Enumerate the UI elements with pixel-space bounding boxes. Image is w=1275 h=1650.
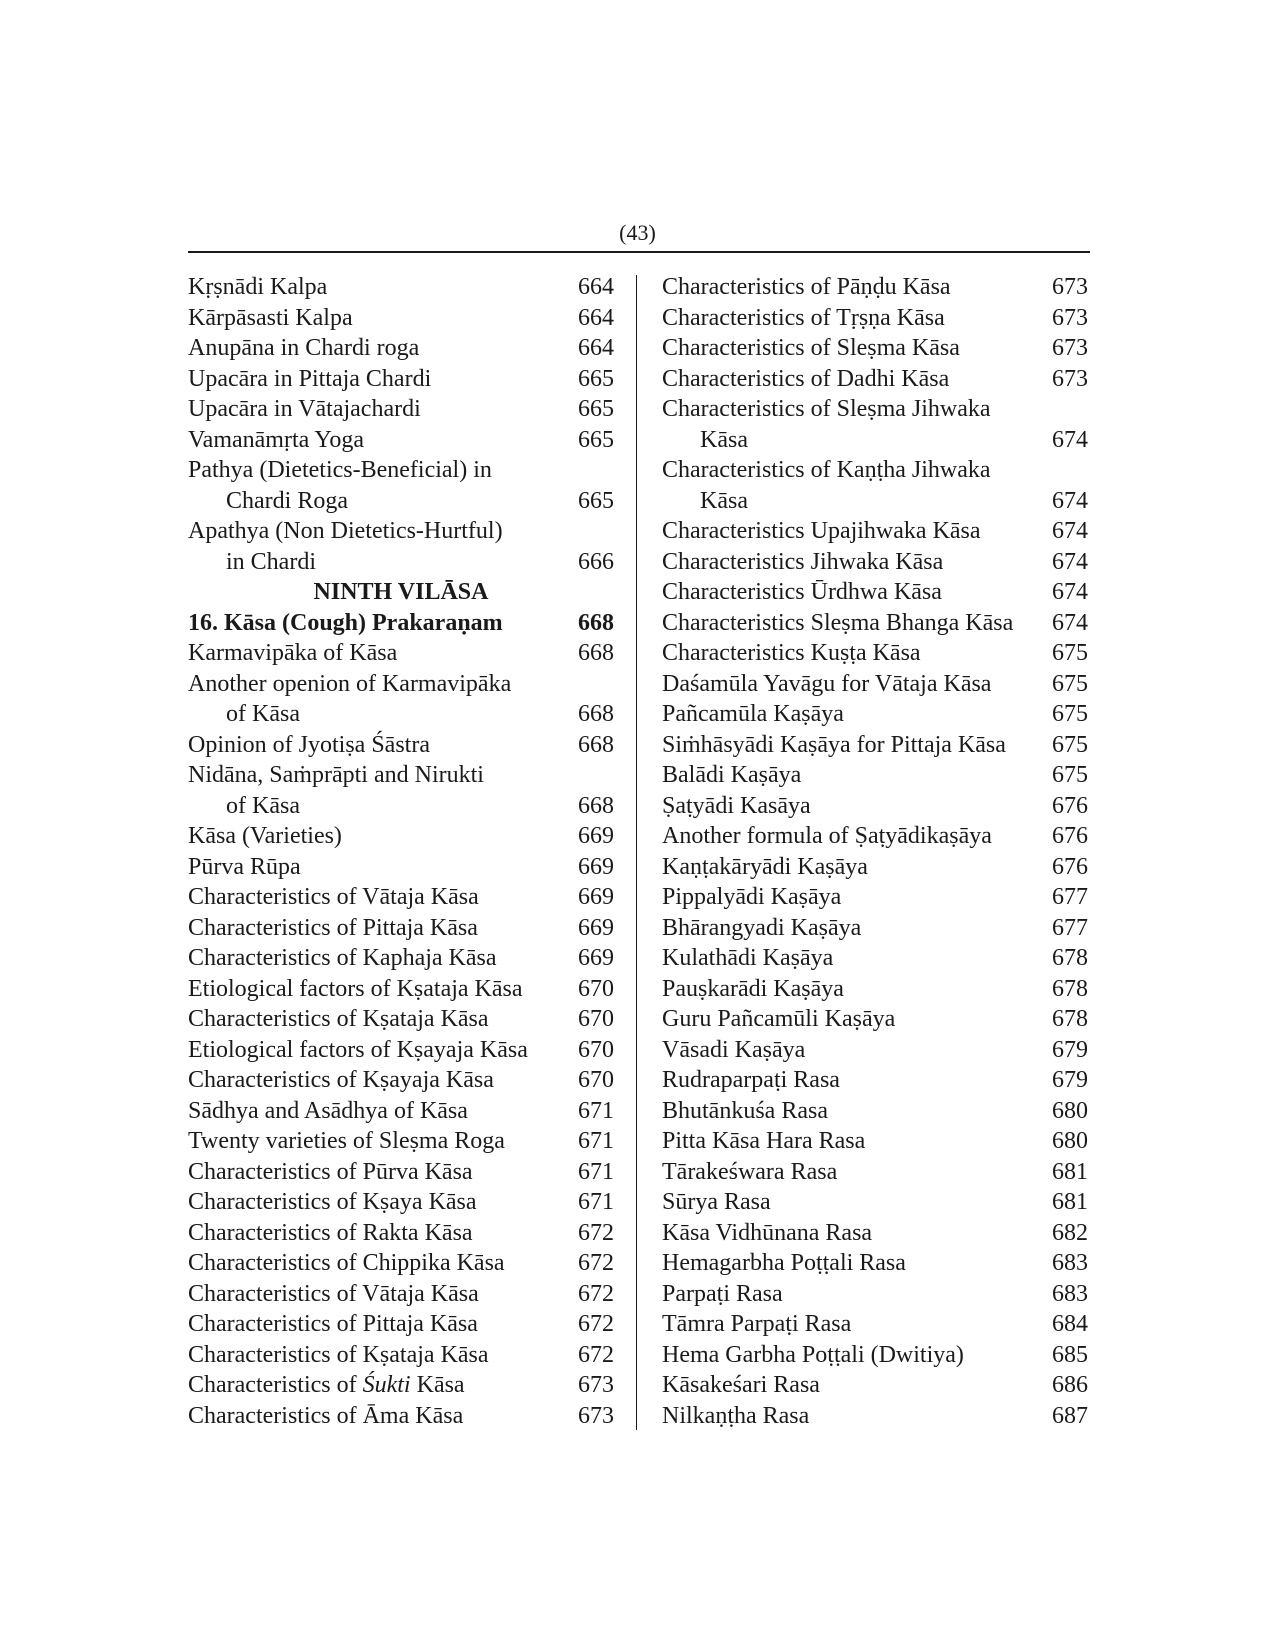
toc-entry-page-number: 676	[1052, 792, 1088, 819]
toc-entry	[188, 547, 614, 578]
toc-entry-page-number: 669	[578, 945, 614, 971]
toc-entry	[188, 1065, 614, 1096]
toc-entry-page-number: 673	[1052, 365, 1088, 392]
toc-entry	[662, 974, 1088, 1005]
toc-entry	[662, 1309, 1088, 1340]
toc-entry	[662, 455, 1088, 486]
toc-entry-page-number: 668	[578, 640, 614, 666]
toc-entry	[662, 882, 1088, 913]
toc-entry	[662, 1096, 1088, 1127]
toc-entry	[188, 1096, 614, 1127]
toc-entry-title: Characteristics of Kaphaja Kāsa	[188, 945, 497, 971]
toc-entry	[662, 1218, 1088, 1249]
toc-entry	[188, 1309, 614, 1340]
toc-entry	[188, 913, 614, 944]
toc-entry	[662, 1065, 1088, 1096]
toc-entry-page-number: 673	[578, 1372, 614, 1398]
toc-entry-title: Characteristics of Pāṇḍu Kāsa	[662, 274, 951, 300]
toc-entry	[662, 1248, 1088, 1279]
toc-entry	[662, 303, 1088, 334]
toc-entry	[188, 943, 614, 974]
toc-entry-page-number: 677	[1052, 884, 1088, 910]
toc-entry	[662, 1126, 1088, 1157]
toc-entry-title: Chardi Roga	[226, 487, 348, 514]
toc-entry-page-number: 676	[1052, 823, 1088, 849]
toc-entry-title: Rudraparpaṭi Rasa	[662, 1067, 840, 1093]
toc-entry-page-number: 666	[578, 548, 614, 575]
toc-entry-title: Characteristics of Kṣataja Kāsa	[188, 1006, 489, 1032]
toc-entry-title: Apathya (Non Dietetics-Hurtful)	[188, 518, 503, 544]
toc-entry-title: Daśamūla Yavāgu for Vātaja Kāsa	[662, 670, 992, 697]
toc-entry-page-number: 685	[1052, 1341, 1088, 1368]
toc-entry-title: Kāsakeśari Rasa	[662, 1372, 820, 1398]
toc-entry	[188, 303, 614, 334]
toc-entry-title: Characteristics of Kṣayaja Kāsa	[188, 1067, 494, 1093]
toc-entry	[662, 547, 1088, 578]
toc-entry-page-number: 672	[578, 1250, 614, 1276]
toc-entry	[188, 882, 614, 913]
toc-entry-title: Characteristics of Vātaja Kāsa	[188, 1280, 479, 1307]
toc-entry-page-number: 674	[1052, 609, 1088, 636]
toc-entry-page-number: 674	[1052, 487, 1088, 514]
toc-entry-title-prefix: Characteristics of	[188, 1372, 363, 1398]
toc-entry	[188, 852, 614, 883]
toc-entry	[188, 1279, 614, 1310]
toc-entry-title: Characteristics Jihwaka Kāsa	[662, 548, 944, 575]
toc-entry	[188, 1187, 614, 1218]
toc-entry-title: Kāsa	[700, 487, 748, 514]
toc-entry-page-number: 684	[1052, 1311, 1088, 1337]
toc-entry-title: Kṛṣnādi Kalpa	[188, 274, 328, 300]
toc-entry	[662, 425, 1088, 456]
toc-entry	[662, 394, 1088, 425]
toc-entry-page-number: 664	[578, 304, 614, 331]
toc-entry-title: of Kāsa	[226, 701, 300, 727]
toc-entry-page-number: 680	[1052, 1128, 1088, 1154]
toc-entry-title: Hema Garbha Poṭṭali (Dwitiya)	[662, 1341, 964, 1368]
toc-entry-title: Characteristics Upajihwaka Kāsa	[662, 518, 981, 544]
toc-entry-title: Characteristics Ūrdhwa Kāsa	[662, 579, 942, 605]
toc-entry-title: Pathya (Dietetics-Beneficial) in	[188, 457, 492, 483]
toc-entry	[188, 669, 614, 700]
toc-entry-title: Tārakeśwara Rasa	[662, 1158, 838, 1185]
toc-entry	[188, 1035, 614, 1066]
toc-entry	[662, 821, 1088, 852]
toc-entry-title: Opinion of Jyotiṣa Śāstra	[188, 731, 430, 758]
toc-entry	[188, 1126, 614, 1157]
toc-entry-title: Characteristics of Dadhi Kāsa	[662, 365, 950, 392]
toc-entry-page-number: 673	[1052, 274, 1088, 300]
header-rule	[188, 251, 1090, 253]
toc-entry-title: Pippalyādi Kaṣāya	[662, 884, 842, 910]
toc-entry-title: Characteristics Kuṣṭa Kāsa	[662, 640, 921, 666]
toc-entry	[188, 333, 614, 364]
toc-entry	[662, 1279, 1088, 1310]
toc-entry-page-number: 673	[1052, 304, 1088, 331]
toc-entry	[662, 1370, 1088, 1401]
toc-entry-page-number: 669	[578, 853, 614, 880]
toc-entry-title	[188, 1370, 574, 1401]
column-divider	[636, 275, 637, 1430]
toc-entry-title: Characteristics of Chippika Kāsa	[188, 1250, 505, 1276]
toc-entry-title: Anupāna in Chardi roga	[188, 335, 420, 361]
toc-entry-page-number: 672	[578, 1219, 614, 1246]
toc-entry-page-number: 681	[1052, 1189, 1088, 1215]
toc-entry	[662, 1004, 1088, 1035]
toc-entry-page-number: 668	[578, 701, 614, 727]
toc-entry-page-number: 669	[578, 914, 614, 941]
toc-entry-title: Upacāra in Vātajachardi	[188, 396, 421, 422]
toc-entry-title: Characteristics of Rakta Kāsa	[188, 1219, 473, 1246]
toc-entry-page-number: 671	[578, 1189, 614, 1215]
toc-entry	[662, 333, 1088, 364]
toc-entry-title: Characteristics of Kṣaya Kāsa	[188, 1189, 477, 1215]
toc-entry	[662, 1157, 1088, 1188]
toc-entry	[662, 669, 1088, 700]
toc-entry	[662, 760, 1088, 791]
toc-entry	[188, 1401, 614, 1432]
toc-entry-title: in Chardi	[226, 548, 316, 575]
toc-entry-title: Characteristics of Tṛṣṇa Kāsa	[662, 304, 945, 331]
toc-entry	[188, 821, 614, 852]
toc-entry	[188, 638, 614, 669]
toc-entry-page-number: 672	[578, 1311, 614, 1337]
toc-entry-title: Characteristics of Pittaja Kāsa	[188, 914, 478, 941]
toc-entry-title: Characteristics of Sleṣma Jihwaka	[662, 396, 991, 422]
toc-entry-page-number: 678	[1052, 975, 1088, 1002]
toc-entry-title: Upacāra in Pittaja Chardi	[188, 365, 432, 392]
toc-entry-page-number: 676	[1052, 853, 1088, 880]
toc-entry	[188, 1248, 614, 1279]
toc-entry-title: Vamanāmṛta Yoga	[188, 426, 364, 453]
toc-entry	[188, 425, 614, 456]
toc-entry-page-number: 668	[578, 609, 614, 636]
toc-entry-title: Kaṇṭakāryādi Kaṣāya	[662, 853, 868, 880]
toc-entry	[662, 608, 1088, 639]
toc-entry	[662, 272, 1088, 303]
toc-entry-title: Pauṣkarādi Kaṣāya	[662, 975, 844, 1002]
toc-entry-title: Pañcamūla Kaṣāya	[662, 701, 844, 727]
toc-entry	[188, 455, 614, 486]
toc-entry-page-number: 665	[578, 396, 614, 422]
toc-entry-title: Siṁhāsyādi Kaṣāya for Pittaja Kāsa	[662, 731, 1006, 758]
toc-left-column	[188, 272, 614, 1431]
toc-entry-title: Kārpāsasti Kalpa	[188, 304, 353, 331]
toc-entry-page-number: 673	[1052, 335, 1088, 361]
toc-entry-title: Kāsa (Varieties)	[188, 823, 342, 849]
section-heading-title: NINTH VILĀSA	[313, 579, 489, 605]
toc-entry-title: Characteristics of Āma Kāsa	[188, 1402, 464, 1429]
toc-entry-page-number: 671	[578, 1158, 614, 1185]
toc-entry-title-italic: Śukti	[362, 1372, 411, 1398]
toc-entry	[662, 638, 1088, 669]
toc-entry-title: Kulathādi Kaṣāya	[662, 945, 834, 971]
toc-entry-title: Etiological factors of Kṣayaja Kāsa	[188, 1036, 528, 1063]
toc-entry-page-number: 665	[578, 365, 614, 392]
toc-entry	[662, 1035, 1088, 1066]
toc-entry-title: of Kāsa	[226, 792, 300, 819]
toc-entry	[662, 364, 1088, 395]
toc-entry-title: Characteristics of Kaṇṭha Jihwaka	[662, 457, 991, 483]
toc-entry-page-number: 674	[1052, 579, 1088, 605]
toc-entry	[188, 608, 614, 639]
toc-entry	[188, 1340, 614, 1371]
toc-entry	[188, 730, 614, 761]
toc-entry-page-number: 675	[1052, 701, 1088, 727]
toc-entry	[188, 791, 614, 822]
toc-entry-page-number: 674	[1052, 426, 1088, 453]
toc-entry	[662, 516, 1088, 547]
toc-entry-title: Kāsa	[700, 426, 748, 453]
toc-entry-title: Balādi Kaṣāya	[662, 762, 802, 788]
toc-entry-page-number: 665	[578, 426, 614, 453]
toc-right-column	[662, 272, 1088, 1431]
toc-entry	[188, 364, 614, 395]
toc-entry-page-number: 683	[1052, 1280, 1088, 1307]
toc-entry	[188, 394, 614, 425]
toc-entry	[662, 1187, 1088, 1218]
toc-entry-page-number: 670	[578, 1036, 614, 1063]
toc-entry-page-number: 687	[1052, 1402, 1088, 1429]
toc-entry-page-number: 679	[1052, 1036, 1088, 1063]
toc-entry-title: Nidāna, Saṁprāpti and Nirukti	[188, 762, 484, 788]
toc-entry-page-number: 679	[1052, 1067, 1088, 1093]
toc-entry-page-number: 677	[1052, 914, 1088, 941]
toc-entry	[662, 1340, 1088, 1371]
toc-entry-page-number: 669	[578, 823, 614, 849]
toc-entry-page-number: 680	[1052, 1097, 1088, 1124]
toc-entry	[662, 486, 1088, 517]
toc-entry-title: Guru Pañcamūli Kaṣāya	[662, 1006, 896, 1032]
toc-entry-page-number: 678	[1052, 1006, 1088, 1032]
toc-entry-page-number: 664	[578, 274, 614, 300]
toc-entry-title: Characteristics of Kṣataja Kāsa	[188, 1341, 489, 1368]
toc-entry-page-number: 668	[578, 731, 614, 758]
toc-entry-title: Parpaṭi Rasa	[662, 1280, 783, 1307]
toc-entry-page-number: 669	[578, 884, 614, 910]
toc-entry-page-number: 673	[578, 1402, 614, 1429]
toc-entry	[188, 699, 614, 730]
toc-entry-page-number: 675	[1052, 670, 1088, 697]
toc-entry	[188, 1218, 614, 1249]
toc-entry-title: Karmavipāka of Kāsa	[188, 640, 398, 666]
toc-entry-title: Characteristics Sleṣma Bhanga Kāsa	[662, 609, 1014, 636]
toc-entry-title: Characteristics of Pittaja Kāsa	[188, 1311, 478, 1337]
toc-entry-page-number: 674	[1052, 548, 1088, 575]
toc-entry-title: Nilkaṇṭha Rasa	[662, 1402, 810, 1429]
toc-entry-page-number: 675	[1052, 640, 1088, 666]
toc-entry-page-number: 672	[578, 1341, 614, 1368]
toc-entry-page-number: 675	[1052, 731, 1088, 758]
toc-entry-page-number: 668	[578, 792, 614, 819]
toc-entry-page-number: 683	[1052, 1250, 1088, 1276]
toc-entry-page-number: 678	[1052, 945, 1088, 971]
toc-entry-title: Characteristics of Vātaja Kāsa	[188, 884, 479, 910]
toc-entry-title: Pitta Kāsa Hara Rasa	[662, 1128, 866, 1154]
toc-entry-title: 16. Kāsa (Cough) Prakaraṇam	[188, 609, 503, 636]
toc-entry-title: Bhutānkuśa Rasa	[662, 1097, 828, 1124]
toc-entry-title: Another openion of Karmavipāka	[188, 670, 512, 697]
toc-entry-page-number: 675	[1052, 762, 1088, 788]
toc-entry	[188, 974, 614, 1005]
toc-entry-title: Characteristics of Pūrva Kāsa	[188, 1158, 473, 1185]
toc-entry-title: Hemagarbha Poṭṭali Rasa	[662, 1250, 906, 1276]
toc-entry	[662, 791, 1088, 822]
toc-entry-page-number: 665	[578, 487, 614, 514]
toc-entry-page-number: 671	[578, 1097, 614, 1124]
toc-entry-title: Bhārangyadi Kaṣāya	[662, 914, 862, 941]
toc-entry	[662, 943, 1088, 974]
section-heading	[188, 577, 614, 608]
toc-entry	[662, 577, 1088, 608]
toc-entry-page-number: 672	[578, 1280, 614, 1307]
toc-entry-title: Pūrva Rūpa	[188, 853, 301, 880]
toc-entry-title: Tāmra Parpaṭi Rasa	[662, 1311, 852, 1337]
toc-entry-page-number: 670	[578, 1006, 614, 1032]
toc-entry	[662, 852, 1088, 883]
toc-entry	[662, 1401, 1088, 1432]
toc-entry-page-number: 682	[1052, 1219, 1088, 1246]
toc-entry-page-number: 670	[578, 975, 614, 1002]
toc-entry	[662, 699, 1088, 730]
toc-entry-page-number: 670	[578, 1067, 614, 1093]
toc-entry-title: Sādhya and Asādhya of Kāsa	[188, 1097, 468, 1124]
toc-entry	[188, 1004, 614, 1035]
page-number: (43)	[619, 220, 656, 245]
toc-entry-title: Twenty varieties of Sleṣma Roga	[188, 1128, 505, 1154]
toc-entry-title: Kāsa Vidhūnana Rasa	[662, 1219, 873, 1246]
toc-entry	[188, 1370, 614, 1401]
toc-entry-page-number: 674	[1052, 518, 1088, 544]
toc-entry-title: Sūrya Rasa	[662, 1189, 771, 1215]
toc-entry	[188, 516, 614, 547]
toc-entry-title: Vāsadi Kaṣāya	[662, 1036, 806, 1063]
toc-entry-title: Characteristics of Sleṣma Kāsa	[662, 335, 960, 361]
toc-entry-title-suffix: Kāsa	[410, 1372, 465, 1398]
toc-entry-page-number: 686	[1052, 1372, 1088, 1398]
toc-entry-title: Another formula of Ṣaṭyādikaṣāya	[662, 823, 992, 849]
toc-entry-page-number: 664	[578, 335, 614, 361]
toc-entry	[188, 486, 614, 517]
toc-entry	[662, 913, 1088, 944]
toc-entry-page-number: 671	[578, 1128, 614, 1154]
toc-entry-page-number: 681	[1052, 1158, 1088, 1185]
toc-entry	[188, 272, 614, 303]
toc-entry-title: Ṣaṭyādi Kasāya	[662, 792, 811, 819]
toc-entry	[662, 730, 1088, 761]
toc-entry	[188, 760, 614, 791]
toc-entry-title: Etiological factors of Kṣataja Kāsa	[188, 975, 523, 1002]
toc-entry	[188, 1157, 614, 1188]
